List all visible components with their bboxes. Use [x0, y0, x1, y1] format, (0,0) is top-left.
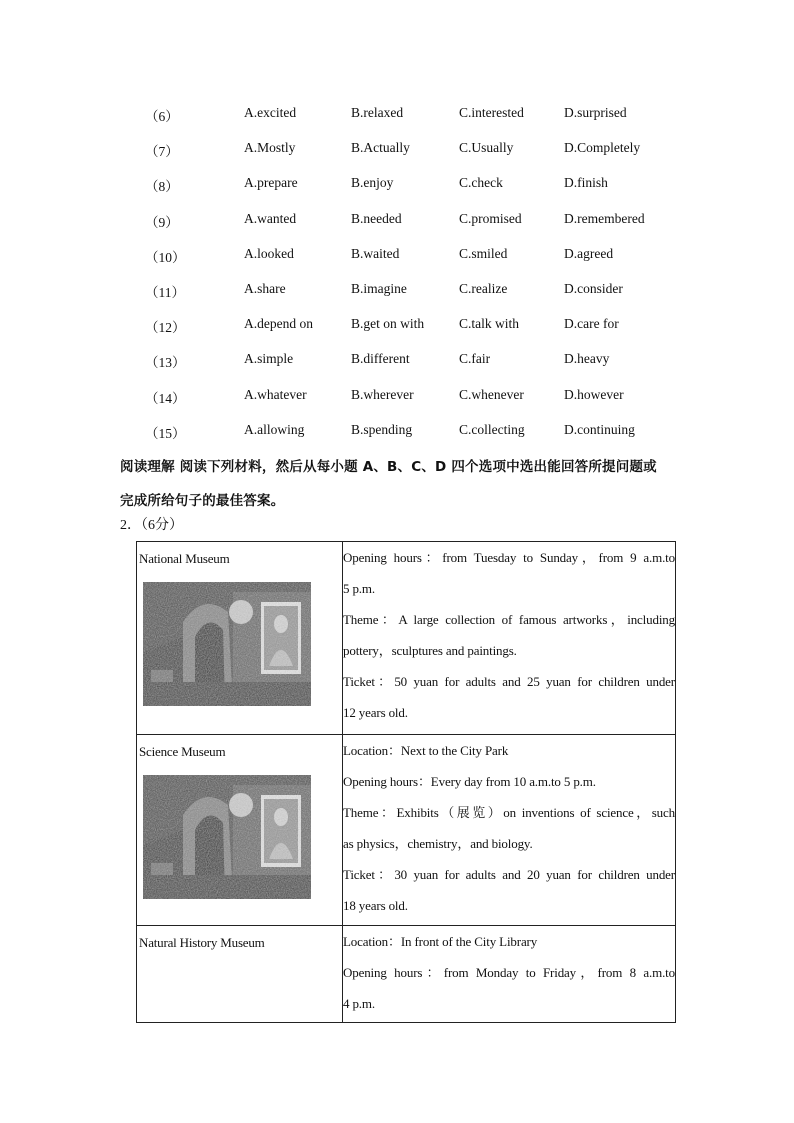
museum-name-cell: [137, 926, 343, 1023]
option-a: A.simple: [244, 351, 294, 367]
info-line: Location：In front of the City Library: [343, 934, 538, 949]
option-number: （12）: [145, 320, 186, 336]
option-row: [0, 379, 794, 414]
option-row: [0, 97, 794, 132]
info-line: 5 p.m.: [343, 581, 375, 596]
option-c: C.whenever: [459, 386, 524, 402]
option-number: （15）: [145, 425, 186, 441]
museum-info-cell: [343, 926, 676, 1023]
option-row: [0, 414, 794, 449]
option-c: C.collecting: [459, 421, 525, 437]
info-line: pottery，sculptures and paintings.: [343, 643, 517, 658]
table-row: [137, 542, 676, 735]
option-c: C.talk with: [459, 316, 519, 332]
option-c: C.smiled: [459, 245, 508, 261]
option-b: B.imagine: [351, 280, 407, 296]
museum-photo: [143, 775, 311, 899]
option-a: A.depend on: [244, 316, 313, 332]
option-a: A.Mostly: [244, 140, 296, 156]
option-c: C.check: [459, 175, 503, 191]
info-line: Theme：Exhibits（展览）on inventions of science，such: [343, 805, 675, 820]
option-c: C.realize: [459, 280, 508, 296]
option-c: C.interested: [459, 105, 524, 120]
option-a: A.wanted: [244, 210, 297, 226]
option-d: D.Completely: [564, 140, 641, 156]
info-line: 12 years old.: [343, 705, 408, 720]
option-number: （7）: [145, 144, 179, 160]
museum-name-cell: [137, 542, 343, 735]
option-b: B.needed: [351, 210, 402, 226]
instruction-line-1: 阅读理解 阅读下列材料，然后从每小题 A、B、C、D 四个选项中选出能回答所提问题或: [120, 459, 657, 475]
option-number: （9）: [145, 214, 179, 230]
option-number: （10）: [145, 249, 186, 265]
option-d: D.however: [564, 386, 624, 402]
option-b: B.enjoy: [351, 175, 394, 191]
info-line: Opening hours：from Monday to Friday，from 8 a.m.to: [343, 965, 675, 980]
options-list: [0, 97, 794, 449]
info-line: Ticket：30 yuan for adults and 20 yuan for children under: [343, 867, 675, 882]
option-b: B.get on with: [351, 316, 425, 332]
option-c: C.Usually: [459, 140, 514, 156]
option-row: [0, 343, 794, 378]
option-b: B.waited: [351, 245, 400, 261]
museum-name-cell: [137, 735, 343, 926]
info-line: as physics，chemistry，and biology.: [343, 836, 533, 851]
info-line: Opening hours：Every day from 10 a.m.to 5 p.m.: [343, 774, 596, 789]
option-d: D.finish: [564, 175, 608, 191]
option-a: A.share: [244, 280, 286, 296]
option-row: [0, 132, 794, 167]
option-a: A.allowing: [244, 421, 305, 437]
info-line: 18 years old.: [343, 898, 408, 913]
info-line: 4 p.m.: [343, 996, 375, 1011]
info-line: Theme：A large collection of famous artworks，including: [343, 612, 675, 627]
instruction-line-2: 完成所给句子的最佳答案。: [120, 493, 285, 509]
option-row: [0, 273, 794, 308]
option-d: D.heavy: [564, 351, 610, 367]
section-instructions: [120, 450, 686, 518]
option-b: B.relaxed: [351, 105, 404, 120]
option-row: [0, 167, 794, 202]
option-a: A.whatever: [244, 386, 307, 402]
option-number: （6）: [145, 109, 179, 124]
option-b: B.spending: [351, 421, 413, 437]
table-row: [137, 926, 676, 1023]
option-d: D.consider: [564, 280, 623, 296]
option-b: B.different: [351, 351, 410, 367]
museum-photo: [143, 582, 311, 706]
option-number: （14）: [145, 390, 186, 406]
option-d: D.surprised: [564, 105, 627, 120]
option-d: D.continuing: [564, 421, 635, 437]
option-b: B.wherever: [351, 386, 414, 402]
option-a: A.prepare: [244, 175, 298, 191]
museum-name: Natural History Museum: [139, 935, 265, 950]
option-number: （11）: [145, 284, 185, 300]
museum-name: Science Museum: [139, 744, 226, 759]
option-a: A.excited: [244, 105, 297, 120]
option-row: [0, 308, 794, 343]
option-c: C.fair: [459, 351, 491, 367]
option-c: C.promised: [459, 210, 522, 226]
question-number: 2．（6分）: [120, 518, 183, 533]
option-d: D.agreed: [564, 245, 614, 261]
option-number: （13）: [145, 355, 186, 371]
museum-name: National Museum: [139, 551, 230, 566]
table-row: [137, 735, 676, 926]
option-d: D.remembered: [564, 210, 645, 226]
info-line: Location：Next to the City Park: [343, 743, 509, 758]
museum-info-cell: [343, 735, 676, 926]
option-row: [0, 203, 794, 238]
museum-table: [136, 541, 676, 1023]
info-line: Opening hours：from Tuesday to Sunday，from 9 a.m.to: [343, 550, 675, 565]
option-row: [0, 238, 794, 273]
info-line: Ticket：50 yuan for adults and 25 yuan for children under: [343, 674, 675, 689]
museum-info-cell: [343, 542, 676, 735]
option-a: A.looked: [244, 245, 294, 261]
option-b: B.Actually: [351, 140, 410, 156]
option-d: D.care for: [564, 316, 619, 332]
option-number: （8）: [145, 179, 179, 195]
